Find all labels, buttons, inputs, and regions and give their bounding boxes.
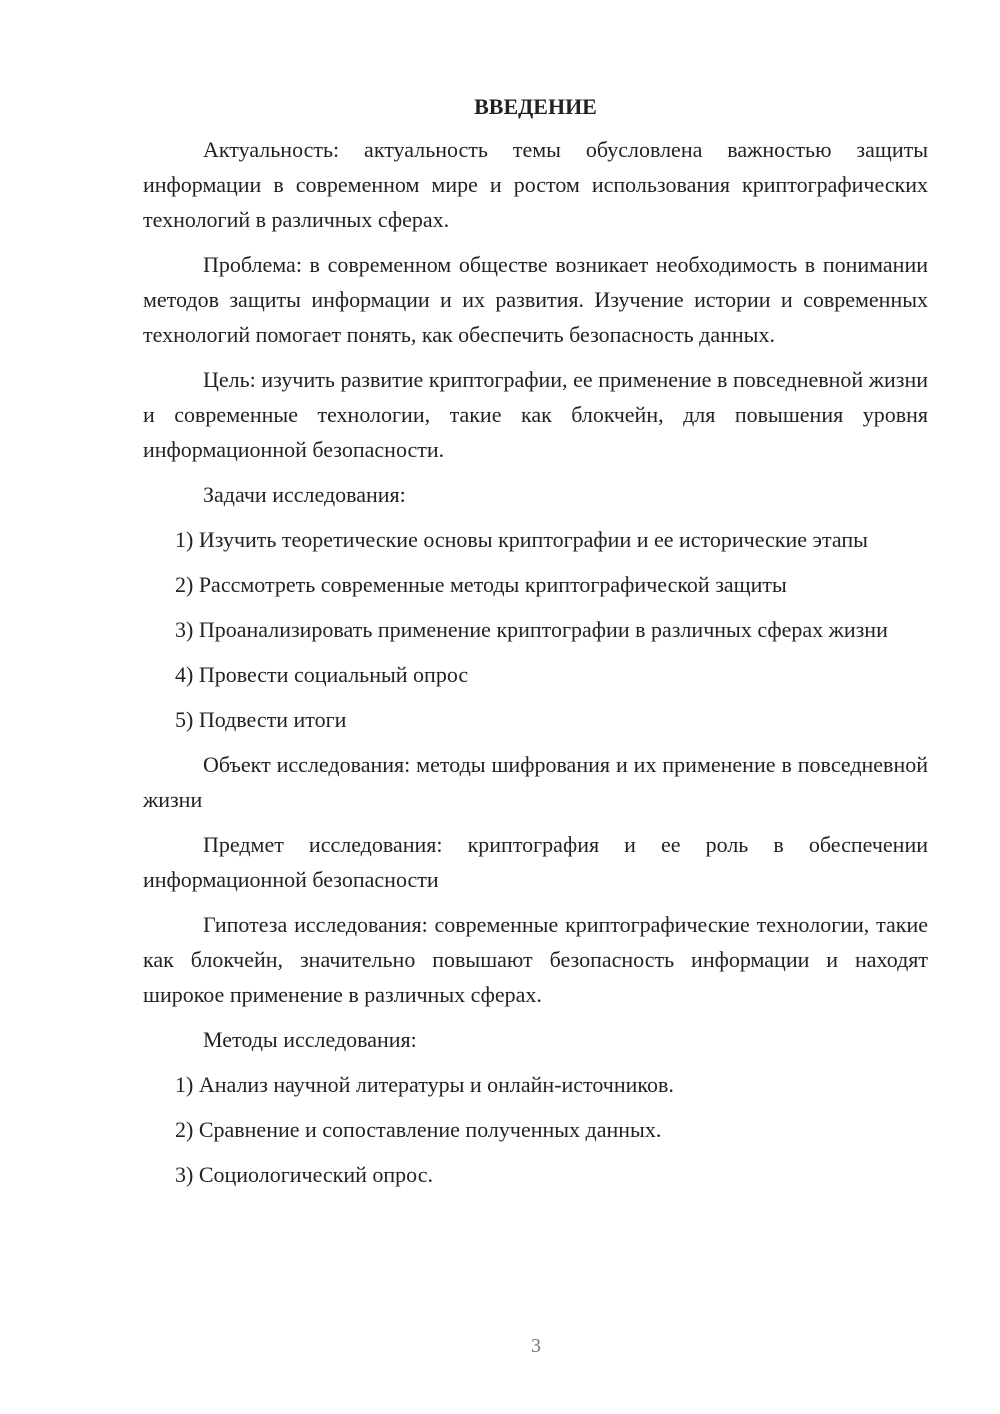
paragraph-hypothesis: Гипотеза исследования: современные криптографические технологии, такие как блокчейн, значительно повышают безопасность информации и находят широкое применение в различных сферах. <box>143 912 928 1007</box>
task-item-4: 4) Провести социальный опрос <box>175 662 469 687</box>
method-item-1: 1) Анализ научной литературы и онлайн-источников. <box>175 1072 674 1097</box>
page-number: 3 <box>531 1335 541 1357</box>
paragraph-object: Объект исследования: методы шифрования и их применение в повседневной жизни <box>143 752 928 812</box>
method-item-2: 2) Сравнение и сопоставление полученных данных. <box>175 1117 662 1142</box>
method-item-3: 3) Социологический опрос. <box>175 1162 433 1187</box>
paragraph-relevance: Актуальность: актуальность темы обусловлена важностью защиты информации в современном мире и ростом использования криптографических технологий в различных сферах. <box>143 137 928 232</box>
paragraph-problem: Проблема: в современном обществе возникает необходимость в понимании методов защиты информации и их развития. Изучение истории и современных технологий помогает понять, как обеспечить безопасность данных. <box>143 252 928 347</box>
task-item-3: 3) Проанализировать применение криптографии в различных сферах жизни <box>175 617 888 642</box>
paragraph-subject: Предмет исследования: криптография и ее роль в обеспечении информационной безопасности <box>143 832 928 892</box>
task-item-2: 2) Рассмотреть современные методы криптографической защиты <box>175 572 787 597</box>
methods-heading: Методы исследования: <box>203 1027 417 1052</box>
section-title: ВВЕДЕНИЕ <box>474 94 597 119</box>
paragraph-goal: Цель: изучить развитие криптографии, ее применение в повседневной жизни и современные технологии, такие как блокчейн, для повышения уровня информационной безопасности. <box>143 367 928 462</box>
task-item-1: 1) Изучить теоретические основы криптографии и ее исторические этапы <box>175 527 868 552</box>
task-item-5: 5) Подвести итоги <box>175 707 347 732</box>
tasks-heading: Задачи исследования: <box>203 482 406 507</box>
